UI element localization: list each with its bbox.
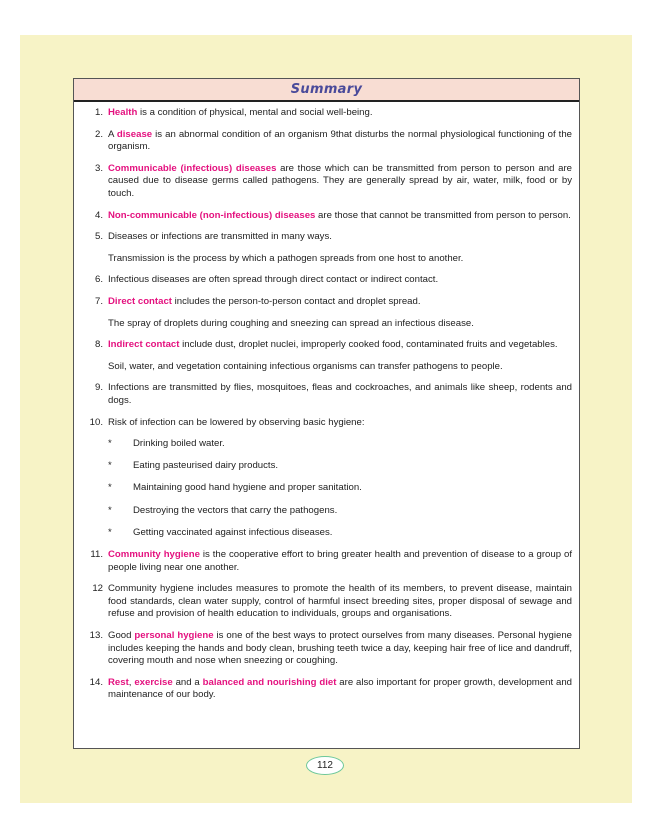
item-number: 12 [92,583,103,595]
item-text [133,505,572,518]
text-segment: A [108,128,117,140]
list-item [78,210,572,223]
text-segment: is the cooperative effort to bring greater health and prevention of disease to a group of people living near one another. [108,549,572,573]
item-text [108,339,572,352]
text-segment: is an abnormal condition of an organism 9that disturbs the normal physiological functioning of the organism. [108,128,572,153]
item-number: 2. [94,128,103,140]
item-text [133,438,572,451]
item-number: 13. [89,630,103,641]
item-number: 4. [94,209,103,221]
list-item [78,231,572,244]
text-segment: Good [108,630,135,641]
text-segment: is one of the best ways to protect ourselves from many diseases. Personal hygiene includes keeping the hands and body clean, brushing teeth twice a day, keeping hair free of lice and dandruff, covering mouth and nose when sneezing or coughing. [108,630,572,667]
summary-box [73,78,580,749]
item-number: 8. [94,339,103,351]
text-segment: The spray of droplets during coughing and sneezing can spread an infectious disease. [108,317,474,329]
list-item [78,549,572,574]
item-text [108,417,572,430]
item-number: 14. [89,676,103,688]
text-segment: includes the person-to-person contact and droplet spread. [171,295,421,307]
sub-paragraph [78,318,572,331]
summary-title: Summary [74,79,579,102]
highlighted-term: balanced and nourishing diet [202,676,337,688]
list-item [78,274,572,287]
bullet-item [78,438,572,451]
item-text [133,460,572,473]
item-number: 7. [94,295,103,307]
highlighted-term: personal hygiene [134,630,214,641]
item-text [108,630,572,668]
item-number: 6. [94,274,103,286]
bullet-marker: * [108,438,112,450]
list-item [78,339,572,352]
item-text [108,107,572,120]
list-item [78,382,572,407]
text-segment: Risk of infection can be lowered by observing basic hygiene: [108,416,365,428]
bullet-item [78,527,572,540]
item-text [108,296,572,309]
item-number: 9. [94,382,103,394]
text-segment: Destroying the vectors that carry the pathogens. [133,504,338,516]
item-text [108,231,572,244]
item-text [133,482,572,495]
text-segment: are those that cannot be transmitted from person to person. [315,209,571,221]
list-item [78,583,572,621]
highlighted-term: Rest [108,676,129,688]
bullet-marker: * [108,460,112,472]
text-segment: , [128,676,135,688]
bullet-item [78,460,572,473]
highlighted-term: Communicable (infectious) diseases [108,162,277,174]
text-segment: Soil, water, and vegetation containing infectious organisms can transfer pathogens to people. [108,360,503,372]
item-text [108,583,572,621]
text-segment: include dust, droplet nuclei, improperly cooked food, contaminated fruits and vegetables. [179,339,558,351]
text-segment: Maintaining good hand hygiene and proper sanitation. [133,482,362,494]
text-segment: Infectious diseases are often spread through direct contact or indirect contact. [108,274,439,286]
item-text [108,129,572,154]
text-segment: and a [172,676,203,688]
item-number: 1. [94,107,103,118]
text-segment: is a condition of physical, mental and social well-being. [137,107,373,118]
item-text [108,210,572,223]
item-number: 3. [94,162,103,174]
page-number: 112 [306,756,344,775]
text-segment: Diseases or infections are transmitted in many ways. [108,231,332,243]
highlighted-term: Health [108,107,138,118]
list-item [78,163,572,201]
bullet-marker: * [108,504,112,516]
item-text [133,527,572,540]
item-text [108,382,572,407]
text-segment: Getting vaccinated against infectious diseases. [133,526,333,538]
highlighted-term: disease [116,128,153,140]
item-text [108,274,572,287]
summary-list [74,102,579,702]
sub-paragraph [78,253,572,266]
list-item [78,296,572,309]
bullet-marker: * [108,526,112,538]
item-number: 5. [94,231,103,243]
text-segment: Infections are transmitted by flies, mosquitoes, fleas and cockroaches, and animals like sheep, rodents and dogs. [108,382,572,406]
list-item [78,630,572,668]
list-item [78,677,572,702]
text-segment: are those which can be transmitted from person to person and are caused due to disease germs called pathogens. They are generally spread by air, water, milk, food or by touch. [108,162,572,199]
text-segment: Community hygiene includes measures to promote the health of its members, to prevent disease, maintain food standards, clean water supply, control of harmful insect breeding sites, proper disposal of sewage and refuse and provision of health education to individuals, groups and organisations. [108,583,572,620]
item-text [108,677,572,702]
text-segment: Drinking boiled water. [133,438,225,450]
text-segment: Eating pasteurised dairy products. [133,460,279,472]
text-segment: Transmission is the process by which a pathogen spreads from one host to another. [108,252,464,264]
list-item [78,129,572,154]
list-item [78,107,572,120]
bullet-marker: * [108,482,112,494]
highlighted-term: exercise [134,676,173,688]
highlighted-term: Direct contact [108,295,172,307]
sub-paragraph [78,361,572,374]
item-number: 10. [89,416,103,428]
highlighted-term: Non-communicable (non-infectious) diseases [108,209,316,221]
item-text [108,163,572,201]
highlighted-term: Community hygiene [108,549,200,561]
bullet-item [78,505,572,518]
list-item [78,417,572,430]
item-number: 11. [90,549,103,561]
item-text [108,549,572,574]
text-segment: are also important for proper growth, development and maintenance of our body. [108,676,572,701]
bullet-item [78,482,572,495]
highlighted-term: Indirect contact [108,339,180,351]
